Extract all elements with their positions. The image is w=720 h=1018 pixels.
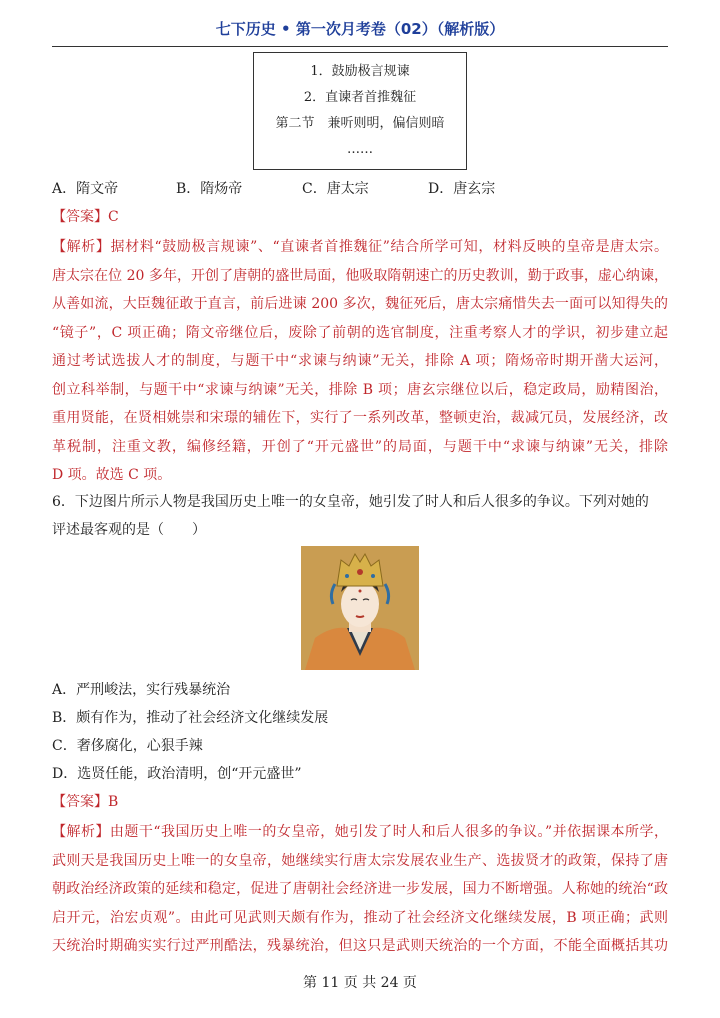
analysis-line: 重用贤能，在贤相姚崇和宋璟的辅佐下，实行了一系列改革，整顿吏治，裁减冗员，发展经济，改	[52, 410, 668, 426]
q6-stem-line: 6．下边图片所示人物是我国历史上唯一的女皇帝，她引发了时人和后人很多的争议。下列对她的	[52, 494, 649, 510]
q6-answer: 【答案】B	[52, 794, 119, 810]
q5-option-a: A．隋文帝	[52, 181, 119, 197]
q5-option-b: B．隋炀帝	[176, 181, 243, 197]
empress-portrait	[301, 546, 419, 670]
analysis-line: D 项。故选 C 项。	[52, 467, 172, 483]
q5-answer: 【答案】C	[52, 209, 119, 225]
empress-portrait-illustration	[301, 546, 419, 670]
analysis-line: “镜子”，C 项正确；隋文帝继位后，废除了前朝的选官制度，注重考察人才的学识，初步建立起	[52, 324, 668, 341]
analysis-line: 创立科举制，与题干中“求谏与纳谏”无关，排除 B 项；唐玄宗继位以后，稳定政局，励精图治，	[52, 381, 668, 398]
q6-option-a: A．严刑峻法，实行残暴统治	[52, 682, 231, 698]
analysis-line: 通过考试选拔人才的制度，与题干中“求谏与纳谏”无关，排除 A 项；隋炀帝时期开凿大运河，	[52, 353, 668, 369]
excerpt-line: ……	[347, 142, 373, 157]
page-footer	[0, 972, 720, 992]
analysis-line: 【解析】据材料“鼓励极言规谏”、“直谏者首推魏征”结合所学可知，材料反映的皇帝是唐太宗。	[52, 239, 668, 255]
q6-option-b: B．颇有作为，推动了社会经济文化继续发展	[52, 710, 329, 726]
analysis-line: 武则天是我国历史上唯一的女皇帝，她继续实行唐太宗发展农业生产、选拔贤才的政策，保持了唐	[52, 852, 668, 869]
analysis-line: 从善如流，大臣魏征敢于直言，前后进谏 200 多次，魏征死后，唐太宗痛惜失去一面可以知得失的	[52, 296, 668, 312]
q6-analysis	[52, 818, 668, 961]
analysis-line: 【解析】由题干“我国历史上唯一的女皇帝，她引发了时人和后人很多的争议。”并依据课本所学，	[52, 824, 668, 840]
excerpt-line: 1．鼓励极言规谏	[310, 64, 410, 79]
q5-analysis	[52, 233, 668, 490]
analysis-line: 天统治时期确实实行过严刑酷法，残暴统治，但这只是武则天统治的一个方面，不能全面概括其功	[52, 938, 668, 954]
analysis-line: 革税制，注重文教，编修经籍，开创了“开元盛世”的局面，与题干中“求谏与纳谏”无关，排除	[52, 438, 668, 455]
page-header	[52, 18, 668, 47]
q6-stem	[52, 488, 668, 544]
q5-option-c: C．唐太宗	[302, 181, 369, 197]
q6-stem-line: 评述最客观的是（ ）	[52, 522, 206, 538]
excerpt-line: 2．直谏者首推魏征	[303, 90, 417, 105]
header-title: 七下历史 • 第一次月考卷（02）（解析版）	[215, 20, 505, 38]
analysis-line: 朝政治经济政策的延续和稳定，促进了唐朝社会经济进一步发展，国力不断增强。人称她的统治“政	[52, 881, 668, 897]
excerpt-box	[253, 52, 467, 170]
analysis-line: 唐太宗在位 20 多年，开创了唐朝的盛世局面，他吸取隋朝速亡的历史教训，勤于政事，虚心纳谏，	[52, 267, 668, 284]
q6-option-d: D．选贤任能，政治清明，创“开元盛世”	[52, 766, 302, 782]
analysis-line: 启开元，治宏贞观”。由此可见武则天颇有作为，推动了社会经济文化继续发展，B 项正确；武则	[52, 909, 668, 926]
excerpt-line: 第二节 兼听则明，偏信则暗	[275, 116, 445, 131]
q5-options	[52, 178, 495, 200]
q5-option-d: D．唐玄宗	[428, 181, 496, 197]
q6-option-c: C．奢侈腐化，心狠手辣	[52, 738, 203, 754]
page-number: 第 11 页 共 24 页	[303, 975, 417, 991]
